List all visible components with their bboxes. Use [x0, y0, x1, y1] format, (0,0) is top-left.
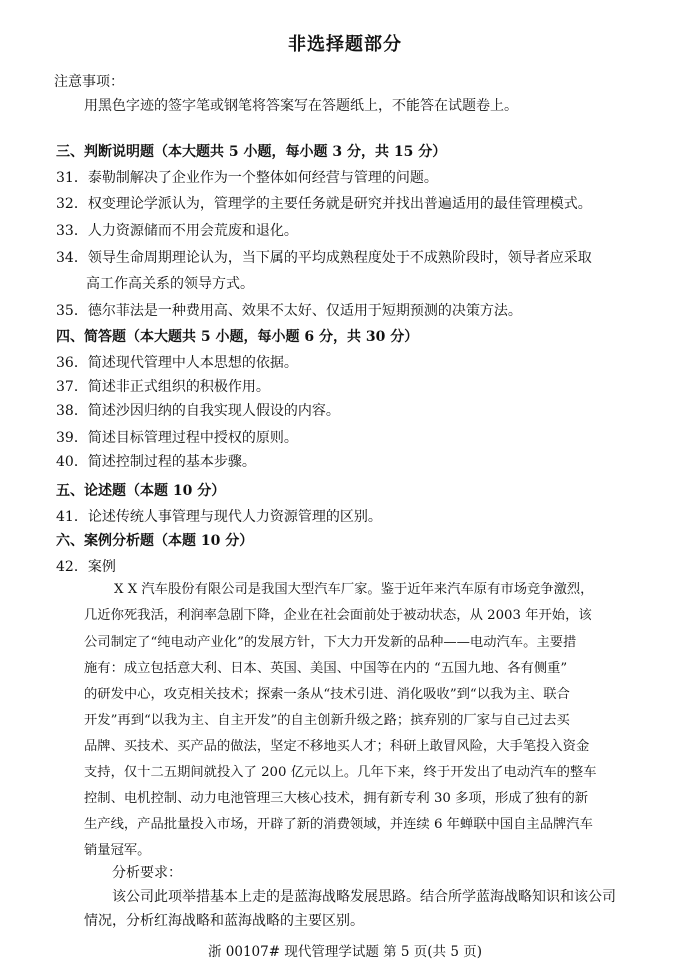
notice-heading: 注意事项： — [54, 74, 124, 90]
case-line: 支持，仅十二五期间就投入了 200 亿元以上。几年下来，终于开发出了电动汽车的整车 — [84, 765, 597, 780]
case-line: 销量冠军。 — [84, 843, 151, 858]
section-5-heading: 五、论述题（本题 10 分） — [56, 483, 226, 499]
case-line: X X 汽车股份有限公司是我国大型汽车厂家。鉴于近年来汽车原有市场竞争激烈， — [114, 582, 594, 597]
case-line: 的研发中心，攻克相关技术；探索一条从“技术引进、消化吸收”到“以我为主、联合 — [84, 687, 570, 702]
case-line: 生产线，产品批量投入市场，开辟了新的消费领域，并连续 6 年蝉联中国自主品牌汽车 — [84, 817, 593, 832]
requirement-line: 情况，分析红海战略和蓝海战略的主要区别。 — [84, 913, 364, 929]
question-36: 36．简述现代管理中人本思想的依据。 — [56, 355, 298, 371]
case-line: 开发”再到“以我为主、自主开发”的自主创新升级之路；摈弃别的厂家与自己过去买 — [84, 713, 570, 728]
question-33: 33．人力资源储而不用会荒废和退化。 — [56, 223, 298, 239]
case-line: 公司制定了“纯电动产业化”的发展方针，下大力开发新的品种——电动汽车。主要措 — [84, 635, 577, 650]
question-38: 38．简述沙因归纳的自我实现人假设的内容。 — [56, 403, 340, 419]
requirement-label: 分析要求： — [112, 865, 182, 881]
page-title: 非选择题部分 — [288, 34, 402, 55]
case-line: 几近你死我活，利润率急剧下降，企业在社会面前处于被动状态，从 2003 年开始，该 — [84, 608, 592, 623]
notice-text: 用黑色字迹的签字笔或钢笔将答案写在答题纸上，不能答在试题卷上。 — [84, 98, 518, 114]
case-line: 品牌、买技术、买产品的做法，坚定不移地买人才；科研上敢冒风险，大手笔投入资金 — [84, 739, 590, 754]
question-40: 40．简述控制过程的基本步骤。 — [56, 454, 256, 470]
question-34-cont: 高工作高关系的领导方式。 — [86, 276, 254, 292]
case-line: 控制、电机控制、动力电池管理三大核心技术，拥有新专利 30 多项，形成了独有的新 — [84, 791, 589, 806]
question-32: 32．权变理论学派认为，管理学的主要任务就是研究并找出普遍适用的最佳管理模式。 — [56, 196, 592, 212]
question-37: 37．简述非正式组织的积极作用。 — [56, 379, 270, 395]
question-42: 42．案例 — [56, 559, 116, 575]
requirement-line: 该公司此项举措基本上走的是蓝海战略发展思路。结合所学蓝海战略知识和该公司 — [112, 889, 616, 905]
section-3-heading: 三、判断说明题（本大题共 5 小题，每小题 3 分，共 15 分） — [56, 144, 447, 160]
question-41: 41．论述传统人事管理与现代人力资源管理的区别。 — [56, 509, 382, 525]
question-34: 34．领导生命周期理论认为，当下属的平均成熟程度处于不成熟阶段时，领导者应采取 — [56, 250, 592, 266]
page-footer: 浙 00107# 现代管理学试题 第 5 页(共 5 页) — [207, 944, 482, 960]
question-35: 35．德尔菲法是一种费用高、效果不太好、仅适用于短期预测的决策方法。 — [56, 303, 522, 319]
case-line: 施有：成立包括意大利、日本、英国、美国、中国等在内的 “五国九地、各有侧重” — [84, 661, 568, 676]
section-6-heading: 六、案例分析题（本题 10 分） — [56, 533, 254, 549]
question-39: 39．简述目标管理过程中授权的原则。 — [56, 430, 298, 446]
question-31: 31．泰勒制解决了企业作为一个整体如何经营与管理的问题。 — [56, 170, 438, 186]
section-4-heading: 四、简答题（本大题共 5 小题，每小题 6 分，共 30 分） — [56, 329, 419, 345]
